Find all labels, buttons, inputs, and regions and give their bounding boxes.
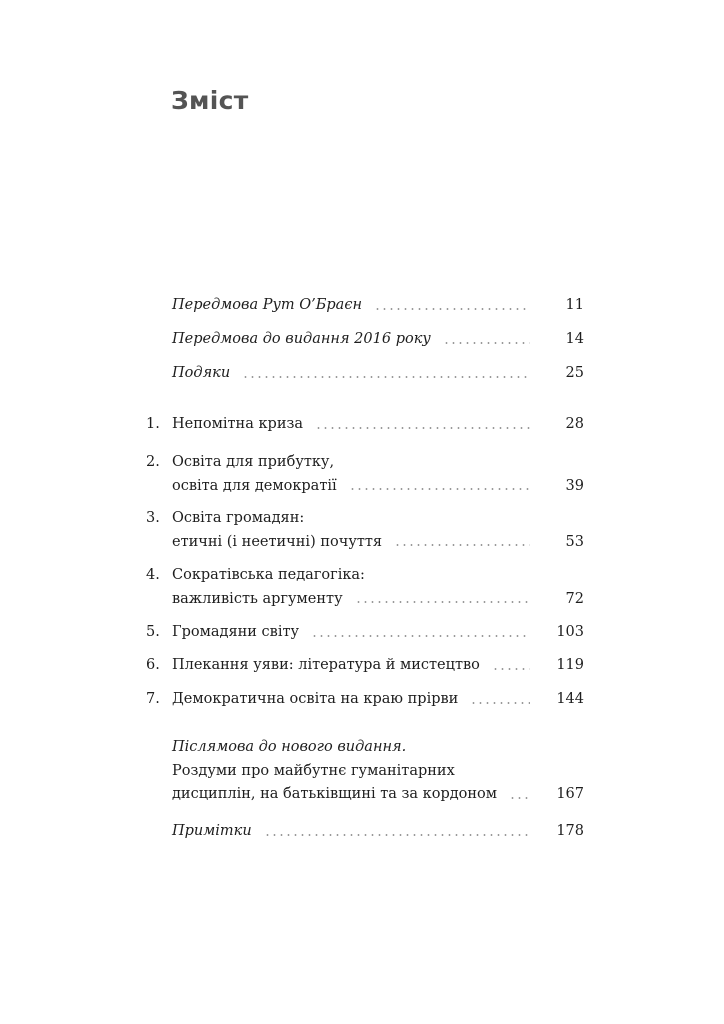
chapter-number: 6.	[146, 657, 160, 673]
dot-leader	[443, 341, 530, 345]
toc-entry-afterword[interactable]	[146, 736, 584, 807]
toc-entry-chapter-5[interactable]	[146, 621, 584, 645]
page-number: 103	[556, 624, 584, 640]
entry-title: Освіта для прибутку,	[172, 454, 335, 470]
entry-title: Освіта громадян:	[172, 510, 305, 526]
entry-title: Передмова Рут О’Браєн	[172, 297, 363, 313]
entry-subtitle-cont: дисциплін, на батьківщині та за кордоном	[172, 786, 498, 802]
page-number: 25	[565, 365, 584, 381]
page-number: 72	[565, 590, 584, 607]
page-number: 53	[565, 533, 584, 550]
entry-title-cont: етичні (і неетичні) почуття	[172, 533, 383, 550]
entry-title: Примітки	[172, 823, 252, 839]
toc-entry-chapter-2[interactable]	[146, 451, 584, 498]
toc-entry-chapter-7[interactable]	[146, 688, 584, 712]
toc-entry-notes[interactable]	[146, 820, 584, 844]
toc-entry-chapter-3[interactable]	[146, 507, 584, 554]
chapter-number: 4.	[146, 567, 160, 583]
toc-entry-foreword-obrien[interactable]	[146, 294, 584, 318]
page-title: Зміст	[171, 86, 249, 115]
page-number: 28	[565, 416, 584, 432]
entry-subtitle: Роздуми про майбутнє гуманітарних	[172, 762, 455, 779]
dot-leader	[394, 543, 530, 547]
entry-title: Демократична освіта на краю прірви	[172, 691, 459, 707]
page-number: 14	[565, 331, 584, 347]
toc-entry-chapter-4[interactable]	[146, 564, 584, 611]
page-number: 144	[556, 691, 584, 707]
entry-title: Плекання уяви: література й мистецтво	[172, 657, 480, 673]
dot-leader	[509, 796, 530, 800]
page-number: 39	[565, 477, 584, 494]
entry-title-cont: освіта для демократії	[172, 477, 337, 494]
chapter-number: 5.	[146, 624, 160, 640]
dot-leader	[242, 375, 530, 379]
dot-leader	[355, 600, 530, 604]
dot-leader	[311, 634, 530, 638]
entry-title: Непомітна криза	[172, 416, 304, 432]
entry-title-cont: важливість аргументу	[172, 590, 343, 607]
page-number: 178	[556, 823, 584, 839]
dot-leader	[349, 487, 530, 491]
page-number: 119	[556, 657, 584, 673]
dot-leader	[374, 307, 530, 311]
chapter-number: 7.	[146, 691, 160, 707]
toc-entry-foreword-2016[interactable]	[146, 328, 584, 352]
entry-title: Післямова до нового видання.	[172, 739, 407, 755]
entry-title: Подяки	[172, 365, 231, 381]
toc-entry-acknowledgements[interactable]	[146, 362, 584, 386]
entry-title: Громадяни світу	[172, 624, 300, 640]
dot-leader	[315, 426, 530, 430]
page-number: 167	[556, 786, 584, 802]
chapter-number: 3.	[146, 510, 160, 526]
dot-leader	[470, 701, 530, 705]
page-number: 11	[565, 297, 584, 313]
entry-title: Передмова до видання 2016 року	[172, 331, 431, 347]
dot-leader	[492, 667, 530, 671]
chapter-number: 2.	[146, 454, 160, 470]
dot-leader	[264, 833, 530, 837]
toc-entry-chapter-1[interactable]	[146, 413, 584, 437]
chapter-number: 1.	[146, 416, 160, 432]
entry-title: Сократівська педагогіка:	[172, 567, 365, 583]
toc-entry-chapter-6[interactable]	[146, 654, 584, 678]
